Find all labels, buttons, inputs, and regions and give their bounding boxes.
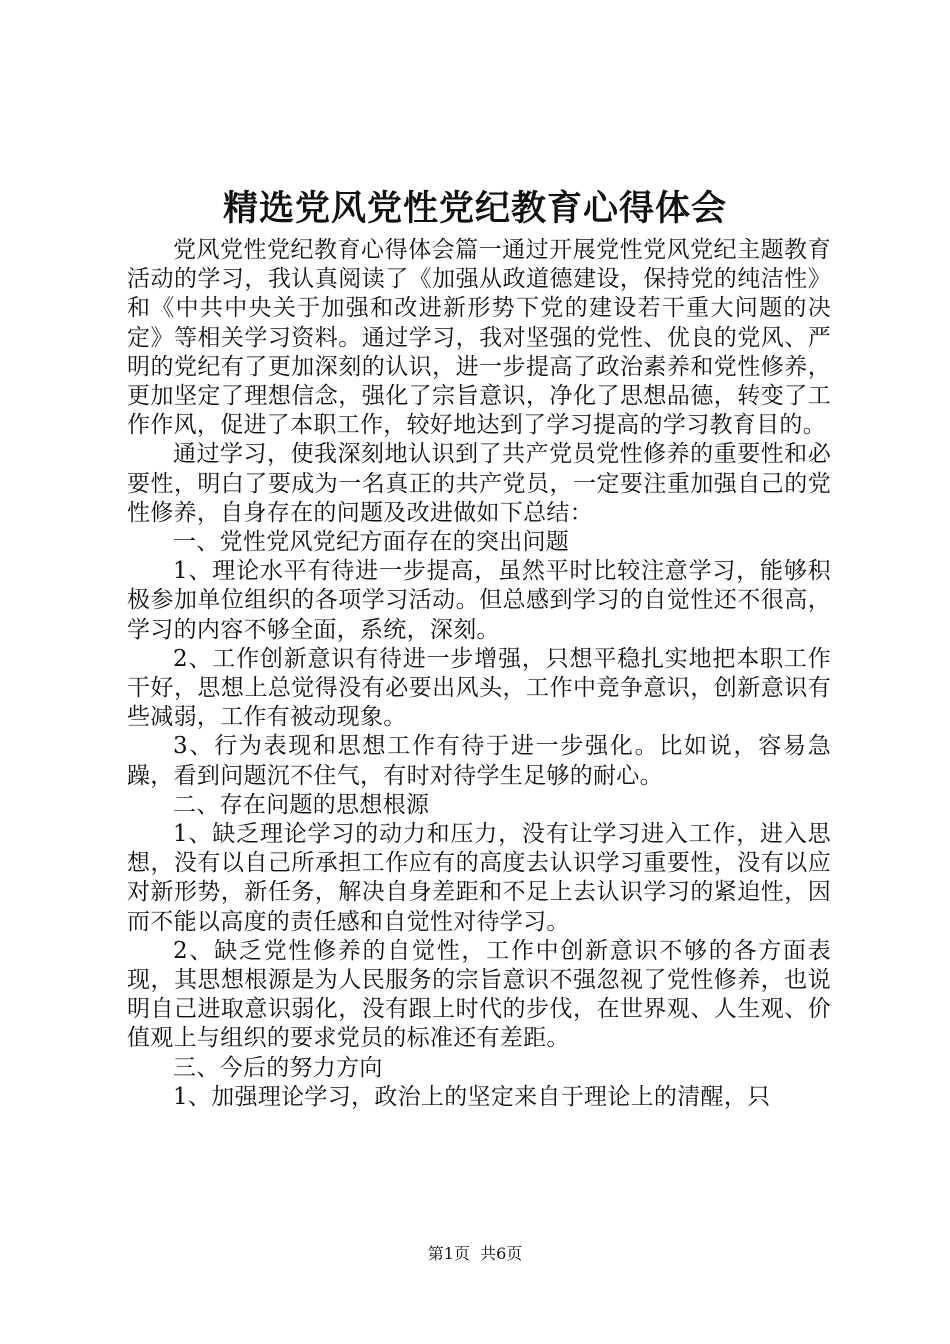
section-heading: 二、存在问题的思想根源	[173, 791, 430, 818]
section-heading: 一、党性党风党纪方面存在的突出问题	[173, 529, 570, 556]
paragraph: 3、行为表现和思想工作有待于进一步强化。比如说，容易急躁，看到问题沉不住气，有时对待学生足够的耐心。	[127, 733, 831, 789]
page-number: 第1页 共6页	[427, 1244, 523, 1263]
section-heading: 三、今后的努力方向	[173, 1054, 383, 1081]
paragraph: 1、理论水平有待进一步提高，虽然平时比较注意学习，能够积极参加单位组织的各项学习活动。但总感到学习的自觉性还不很高，学习的内容不够全面，系统，深刻。	[127, 558, 831, 643]
paragraph: 1、加强理论学习，政治上的坚定来自于理论上的清醒，只	[173, 1083, 771, 1110]
page-footer	[0, 1243, 950, 1265]
paragraph: 通过学习，使我深刻地认识到了共产党员党性修养的重要性和必要性，明白了要成为一名真正的共产党员，一定要注重加强自己的党性修养，自身存在的问题及改进做如下总结：	[127, 441, 831, 526]
paragraph: 1、缺乏理论学习的动力和压力，没有让学习进入工作，进入思想，没有以自己所承担工作应有的高度去认识学习重要性，没有以应对新形势，新任务，解决自身差距和不足上去认识学习的紧迫性，因而不能以高度的责任感和自觉性对待学习。	[127, 821, 831, 935]
page-title: 精选党风党性党纪教育心得体会	[222, 188, 727, 229]
paragraph: 2、工作创新意识有待进一步增强，只想平稳扎实地把本职工作干好，思想上总觉得没有必要出风头，工作中竞争意识，创新意识有些减弱，工作有被动现象。	[127, 645, 831, 731]
document-body	[127, 236, 831, 1112]
paragraph: 2、缺乏党性修养的自觉性，工作中创新意识不够的各方面表现，其思想根源是为人民服务的宗旨意识不强忽视了党性修养，也说明自己进取意识弱化，没有跟上时代的步伐，在世界观、人生观、价值观上与组织的要求党员的标准还有差距。	[127, 937, 831, 1052]
paragraph: 党风党性党纪教育心得体会篇一通过开展党性党风党纪主题教育活动的学习，我认真阅读了《加强从政道德建设，保持党的纯洁性》和《中共中央关于加强和改进新形势下党的建设若干重大问题的决定》等相关学习资料。通过学习，我对坚强的党性、优良的党风、严明的党纪有了更加深刻的认识，进一步提高了政治素养和党性修养，更加坚定了理想信念，强化了宗旨意识，净化了思想品德，转变了工作作风，促进了本职工作，较好地达到了学习提高的学习教育目的。	[127, 237, 831, 439]
